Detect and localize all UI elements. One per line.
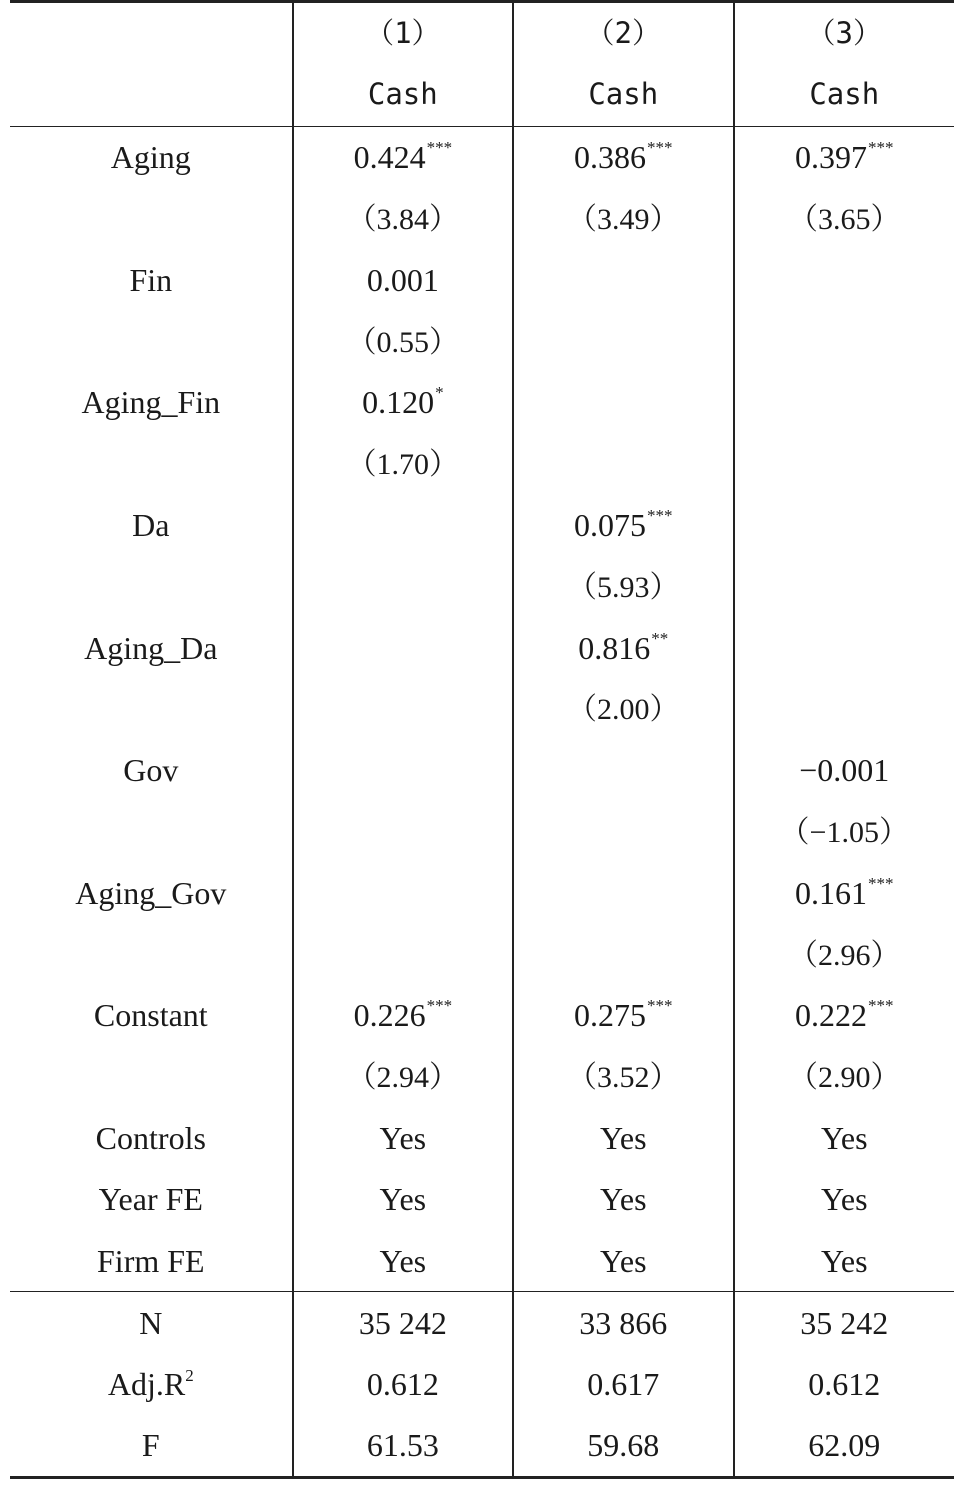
table-body [10, 126, 954, 1292]
stat-value: 62.09 [734, 1415, 955, 1478]
coef-cell [734, 188, 955, 249]
row-label: N [10, 1292, 293, 1354]
coef-value: （2.94） [346, 1061, 460, 1095]
coef-cell [734, 556, 955, 617]
coef-cell [513, 310, 733, 371]
table-row [10, 310, 954, 371]
coef-value: Yes [379, 1181, 427, 1218]
coef-value: 0.397 [795, 139, 867, 176]
table-row [10, 1046, 954, 1107]
coef-cell [293, 494, 513, 555]
table-row [10, 372, 954, 433]
coef-cell [734, 923, 955, 984]
coef-value: Yes [820, 1119, 868, 1156]
coef-value: 0.001 [366, 261, 439, 298]
coef-value: （−1.05） [779, 816, 909, 849]
coef-value: 0.120 [362, 384, 435, 421]
coef-cell [513, 249, 733, 310]
table-row [10, 678, 954, 739]
row-label: Firm FE [97, 1242, 205, 1279]
table-row [10, 1169, 954, 1230]
stat-value: 35 242 [734, 1292, 955, 1354]
coef-cell [293, 1230, 513, 1292]
coef-cell [293, 617, 513, 678]
coef-cell [513, 1046, 733, 1107]
coef-value: −0.001 [799, 752, 890, 789]
coef-cell [293, 801, 513, 862]
row-label: Year FE [98, 1181, 203, 1218]
coef-value: Yes [820, 1181, 868, 1218]
coef-cell [734, 617, 955, 678]
coef-cell [513, 801, 733, 862]
significance-stars: *** [426, 138, 453, 158]
coef-cell [734, 801, 955, 862]
coef-value: Yes [599, 1242, 647, 1279]
stat-value: 0.612 [734, 1354, 955, 1415]
adj-r2-label: Adj.R [107, 1366, 186, 1403]
header-row-depvar [10, 64, 954, 126]
row-label [10, 801, 293, 862]
table-row [10, 556, 954, 617]
coef-cell [513, 1107, 733, 1168]
coef-cell [293, 249, 513, 310]
significance-stars: *** [647, 138, 673, 158]
coef-value: 0.275 [574, 997, 647, 1034]
table-row [10, 617, 954, 678]
coef-cell [513, 1169, 733, 1230]
coef-value: Yes [599, 1181, 647, 1218]
column-dep-var: Cash [734, 64, 955, 126]
coef-value: （3.52） [567, 1061, 680, 1095]
coef-value: （1.70） [346, 448, 460, 482]
stat-value: 35 242 [293, 1292, 513, 1354]
coef-value: （0.55） [346, 325, 460, 359]
coef-cell [734, 1169, 955, 1230]
row-label [10, 433, 293, 494]
column-number: （3） [734, 2, 955, 65]
regression-table [10, 0, 954, 1479]
coef-cell [293, 310, 513, 371]
coef-cell [293, 1169, 513, 1230]
coef-cell [513, 556, 733, 617]
row-label: Fin [129, 261, 173, 298]
coef-value: 0.161 [795, 874, 867, 911]
coef-value: Yes [379, 1242, 427, 1279]
row-label: Controls [95, 1119, 206, 1156]
coef-cell [513, 126, 733, 188]
coef-cell [293, 740, 513, 801]
table-row [10, 433, 954, 494]
row-label [10, 1046, 293, 1107]
header-stub [10, 64, 293, 126]
stat-value: 0.617 [513, 1354, 733, 1415]
coef-cell [734, 372, 955, 433]
coef-cell [734, 862, 955, 923]
table-row [10, 249, 954, 310]
row-label [10, 310, 293, 371]
significance-stars: *** [868, 996, 894, 1016]
column-number: （2） [513, 2, 733, 65]
coef-cell [513, 617, 733, 678]
coef-value: Yes [820, 1242, 868, 1279]
coef-cell [734, 126, 955, 188]
table-row [10, 740, 954, 801]
table-row [10, 1230, 954, 1292]
coef-cell [293, 372, 513, 433]
table-row [10, 985, 954, 1046]
coef-value: Yes [379, 1119, 427, 1156]
row-label: Aging [110, 139, 191, 176]
table-row [10, 862, 954, 923]
coef-cell [734, 678, 955, 739]
coef-cell [734, 1107, 955, 1168]
coef-cell [293, 126, 513, 188]
coef-cell [293, 556, 513, 617]
coef-cell [513, 494, 733, 555]
row-label: Aging_Gov [75, 874, 227, 911]
coef-cell [293, 1046, 513, 1107]
column-dep-var: Cash [293, 64, 513, 126]
column-dep-var: Cash [513, 64, 733, 126]
coef-value: （2.00） [567, 693, 680, 727]
row-label [10, 923, 293, 984]
coef-cell [513, 678, 733, 739]
table-row [10, 1107, 954, 1168]
coef-value: （3.84） [346, 203, 460, 237]
significance-stars: *** [426, 996, 453, 1016]
row-label [10, 1354, 293, 1415]
coef-value: （5.93） [567, 570, 680, 604]
significance-stars: *** [647, 506, 673, 526]
table-row [10, 126, 954, 188]
coef-value: 0.075 [574, 507, 647, 544]
coef-value: Yes [599, 1119, 647, 1156]
coef-value: 0.816 [578, 629, 651, 666]
row-label [10, 678, 293, 739]
stat-value: 33 866 [513, 1292, 733, 1354]
coef-cell [734, 740, 955, 801]
coef-cell [513, 923, 733, 984]
coef-cell [293, 923, 513, 984]
table-row [10, 1354, 954, 1415]
table-row [10, 801, 954, 862]
stat-value: 59.68 [513, 1415, 733, 1478]
coef-cell [734, 1230, 955, 1292]
row-label [10, 556, 293, 617]
column-number: （1） [293, 2, 513, 65]
table-row [10, 188, 954, 249]
coef-value: 0.222 [795, 997, 867, 1034]
significance-stars: * [435, 383, 444, 403]
coef-cell [734, 1046, 955, 1107]
coef-cell [513, 985, 733, 1046]
row-label: Da [132, 507, 170, 544]
coef-cell [293, 862, 513, 923]
coef-cell [293, 188, 513, 249]
coef-value: 0.386 [574, 139, 647, 176]
coef-cell [513, 862, 733, 923]
coef-cell [734, 985, 955, 1046]
coef-cell [513, 372, 733, 433]
coef-value: （2.96） [788, 938, 901, 972]
stat-value: 61.53 [293, 1415, 513, 1478]
coef-cell [734, 249, 955, 310]
coef-cell [293, 433, 513, 494]
coef-cell [734, 433, 955, 494]
coef-cell [513, 433, 733, 494]
adj-r2-superscript: 2 [185, 1366, 194, 1386]
table-stats [10, 1292, 954, 1478]
significance-stars: ** [651, 628, 669, 648]
header-row-numbers [10, 2, 954, 65]
coef-cell [293, 985, 513, 1046]
row-label: Gov [123, 752, 179, 789]
significance-stars: *** [868, 138, 894, 158]
significance-stars: *** [647, 996, 673, 1016]
table-row [10, 494, 954, 555]
row-label: Constant [93, 997, 208, 1034]
coef-cell [513, 1230, 733, 1292]
coef-value: （3.49） [567, 203, 680, 237]
coef-cell [513, 740, 733, 801]
table-row [10, 1292, 954, 1354]
row-label: Aging_Da [84, 629, 218, 666]
coef-cell [293, 1107, 513, 1168]
table-row [10, 923, 954, 984]
coef-cell [513, 188, 733, 249]
coef-cell [734, 494, 955, 555]
header-stub [10, 2, 293, 65]
row-label [10, 188, 293, 249]
row-label: F [10, 1415, 293, 1478]
significance-stars: *** [868, 873, 894, 893]
stat-value: 0.612 [293, 1354, 513, 1415]
coef-cell [293, 678, 513, 739]
coef-value: 0.424 [353, 139, 426, 176]
coef-value: 0.226 [353, 997, 426, 1034]
table-row [10, 1415, 954, 1478]
coef-cell [734, 310, 955, 371]
coef-value: （2.90） [788, 1061, 901, 1095]
coef-value: （3.65） [788, 203, 901, 237]
row-label: Aging_Fin [81, 384, 221, 421]
